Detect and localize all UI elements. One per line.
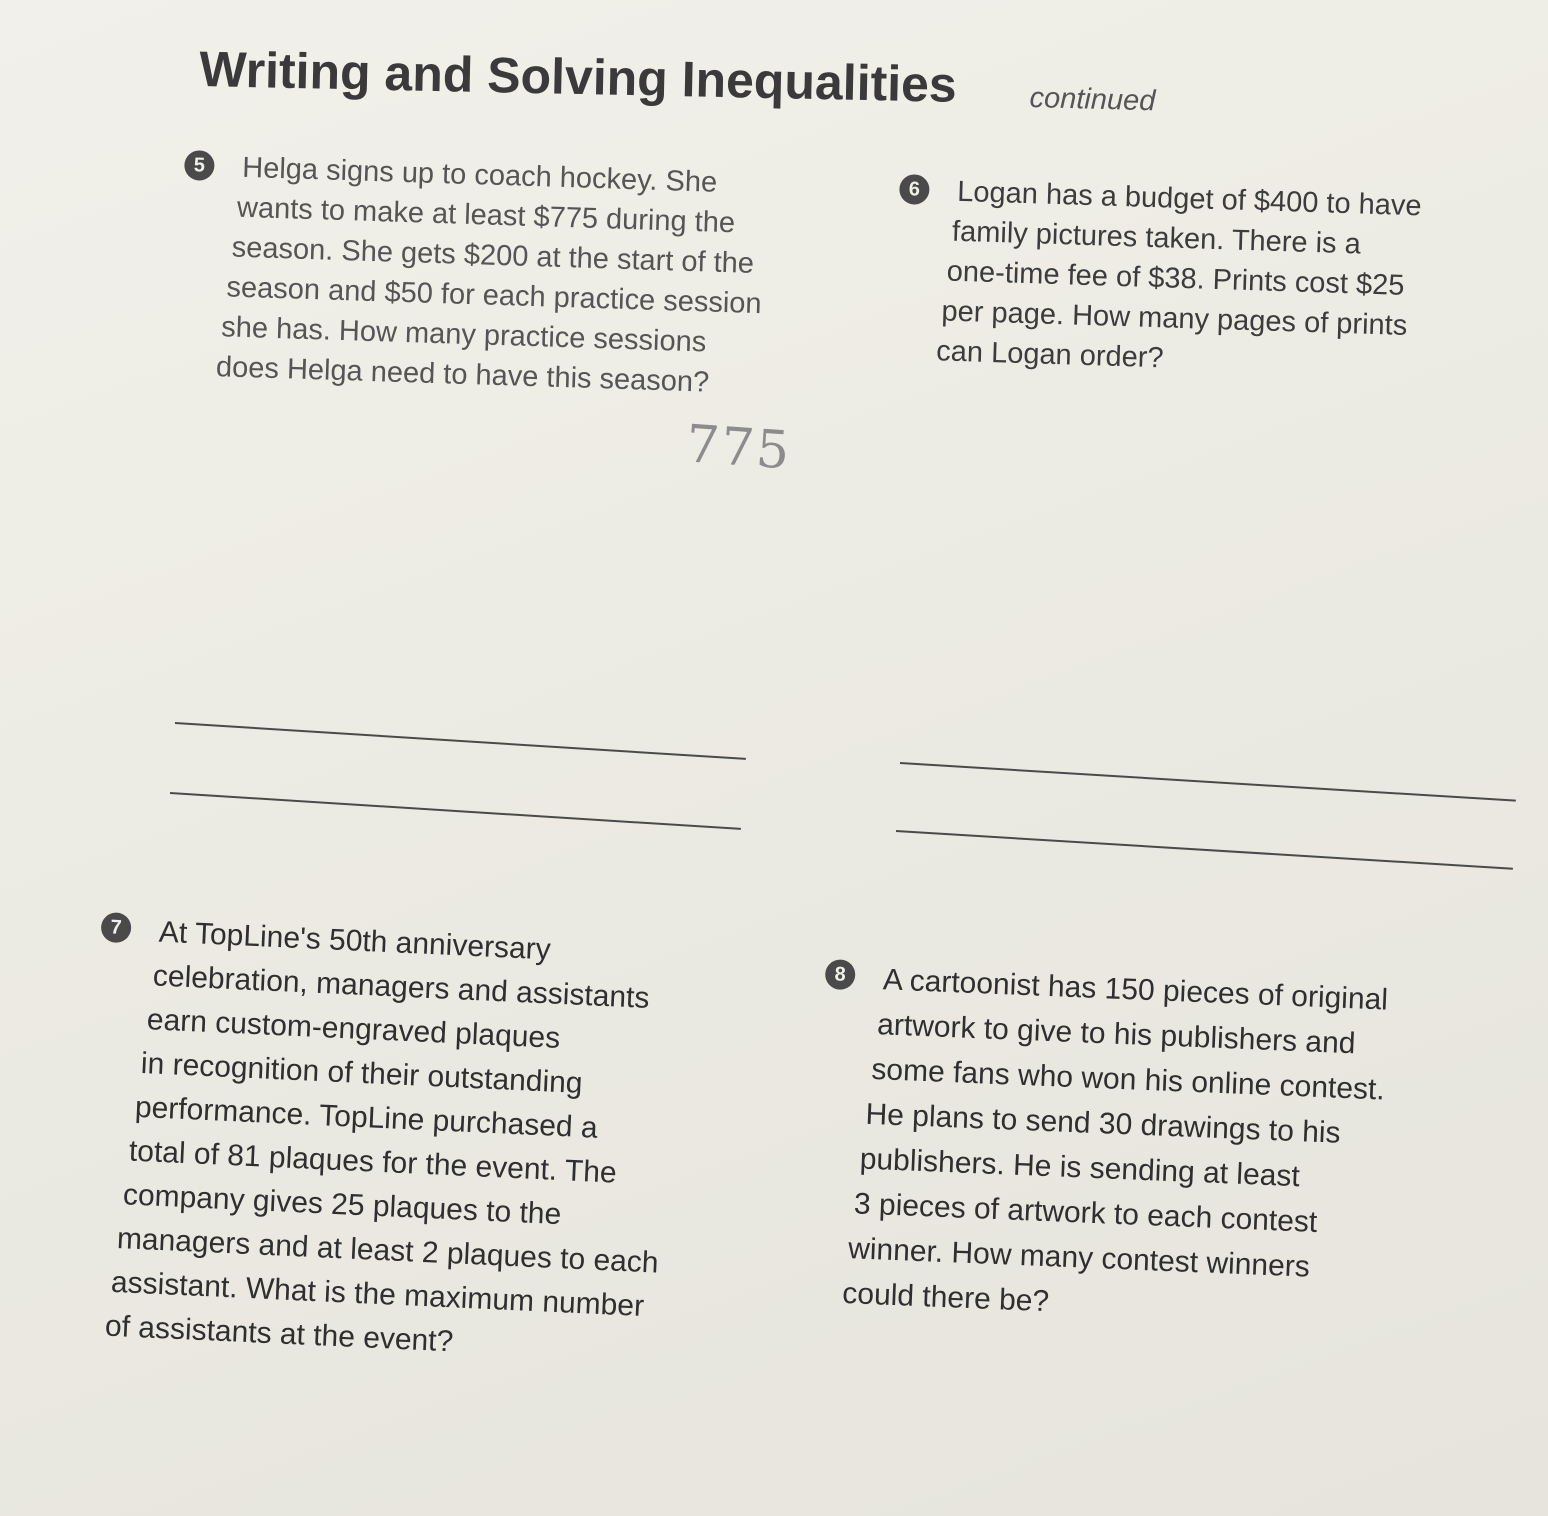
problem-line: artwork to give to his publishers and	[876, 1008, 1357, 1061]
problem-8	[812, 955, 1390, 1337]
problem-line: company gives 25 plaques to the	[122, 1178, 562, 1232]
problem-line: winner. How many contest winners	[847, 1232, 1311, 1284]
problem-line: some fans who won his online contest.	[870, 1052, 1386, 1107]
problem-line: per page. How many pages of prints	[941, 295, 1408, 343]
problem-number-badge: 8	[825, 959, 856, 990]
problem-text	[215, 148, 766, 404]
problem-line: earn custom-engraved plaques	[146, 1003, 561, 1055]
problem-line: does Helga need to have this season?	[215, 351, 710, 399]
problem-text	[104, 911, 673, 1374]
problem-text	[841, 957, 1390, 1337]
problem-line: celebration, managers and assistants	[152, 959, 651, 1015]
problem-line: publishers. He is sending at least	[859, 1142, 1301, 1194]
problem-line: season and $50 for each practice session	[226, 271, 763, 321]
problem-line: Logan has a budget of $400 to have	[956, 175, 1423, 223]
problem-line: managers and at least 2 plaques to each	[116, 1222, 660, 1280]
problem-line: one-time fee of $38. Prints cost $25	[946, 255, 1405, 302]
problem-number-badge: 6	[899, 174, 930, 205]
problem-line: she has. How many practice sessions	[220, 311, 707, 359]
answer-line-6a[interactable]	[900, 762, 1516, 802]
problem-line: family pictures taken. There is a	[951, 215, 1362, 261]
problem-line: could there be?	[841, 1276, 1050, 1319]
problem-line: At TopLine's 50th anniversary	[158, 915, 552, 967]
problem-text	[935, 172, 1423, 386]
problem-line: can Logan order?	[935, 335, 1165, 375]
problem-line: assistant. What is the maximum number	[110, 1265, 645, 1323]
answer-line-5b[interactable]	[170, 792, 741, 830]
problem-line: total of 81 plaques for the event. The	[128, 1134, 618, 1190]
problem-line: 3 pieces of artwork to each contest	[853, 1187, 1318, 1239]
problem-number-badge: 5	[184, 150, 215, 181]
page-subtitle: continued	[1029, 82, 1156, 118]
problem-line: He plans to send 30 drawings to his	[864, 1097, 1342, 1150]
problem-line: of assistants at the event?	[104, 1309, 454, 1359]
problem-5	[177, 146, 765, 404]
problem-line: Helga signs up to coach hockey. She	[241, 151, 718, 199]
page-title: Writing and Solving Inequalities	[198, 40, 958, 113]
answer-line-5a[interactable]	[175, 722, 746, 760]
problem-6	[894, 170, 1422, 386]
answer-line-6b[interactable]	[896, 830, 1513, 870]
problem-number-badge: 7	[100, 912, 131, 943]
handwritten-answer: 775	[684, 414, 794, 482]
problem-line: wants to make at least $775 during the	[236, 191, 736, 240]
problem-line: in recognition of their outstanding	[140, 1046, 584, 1100]
problem-line: season. She gets $200 at the start of the	[231, 231, 755, 280]
problem-line: A cartoonist has 150 pieces of original	[882, 963, 1389, 1017]
problem-line: performance. TopLine purchased a	[134, 1090, 599, 1145]
problem-7	[82, 908, 673, 1373]
